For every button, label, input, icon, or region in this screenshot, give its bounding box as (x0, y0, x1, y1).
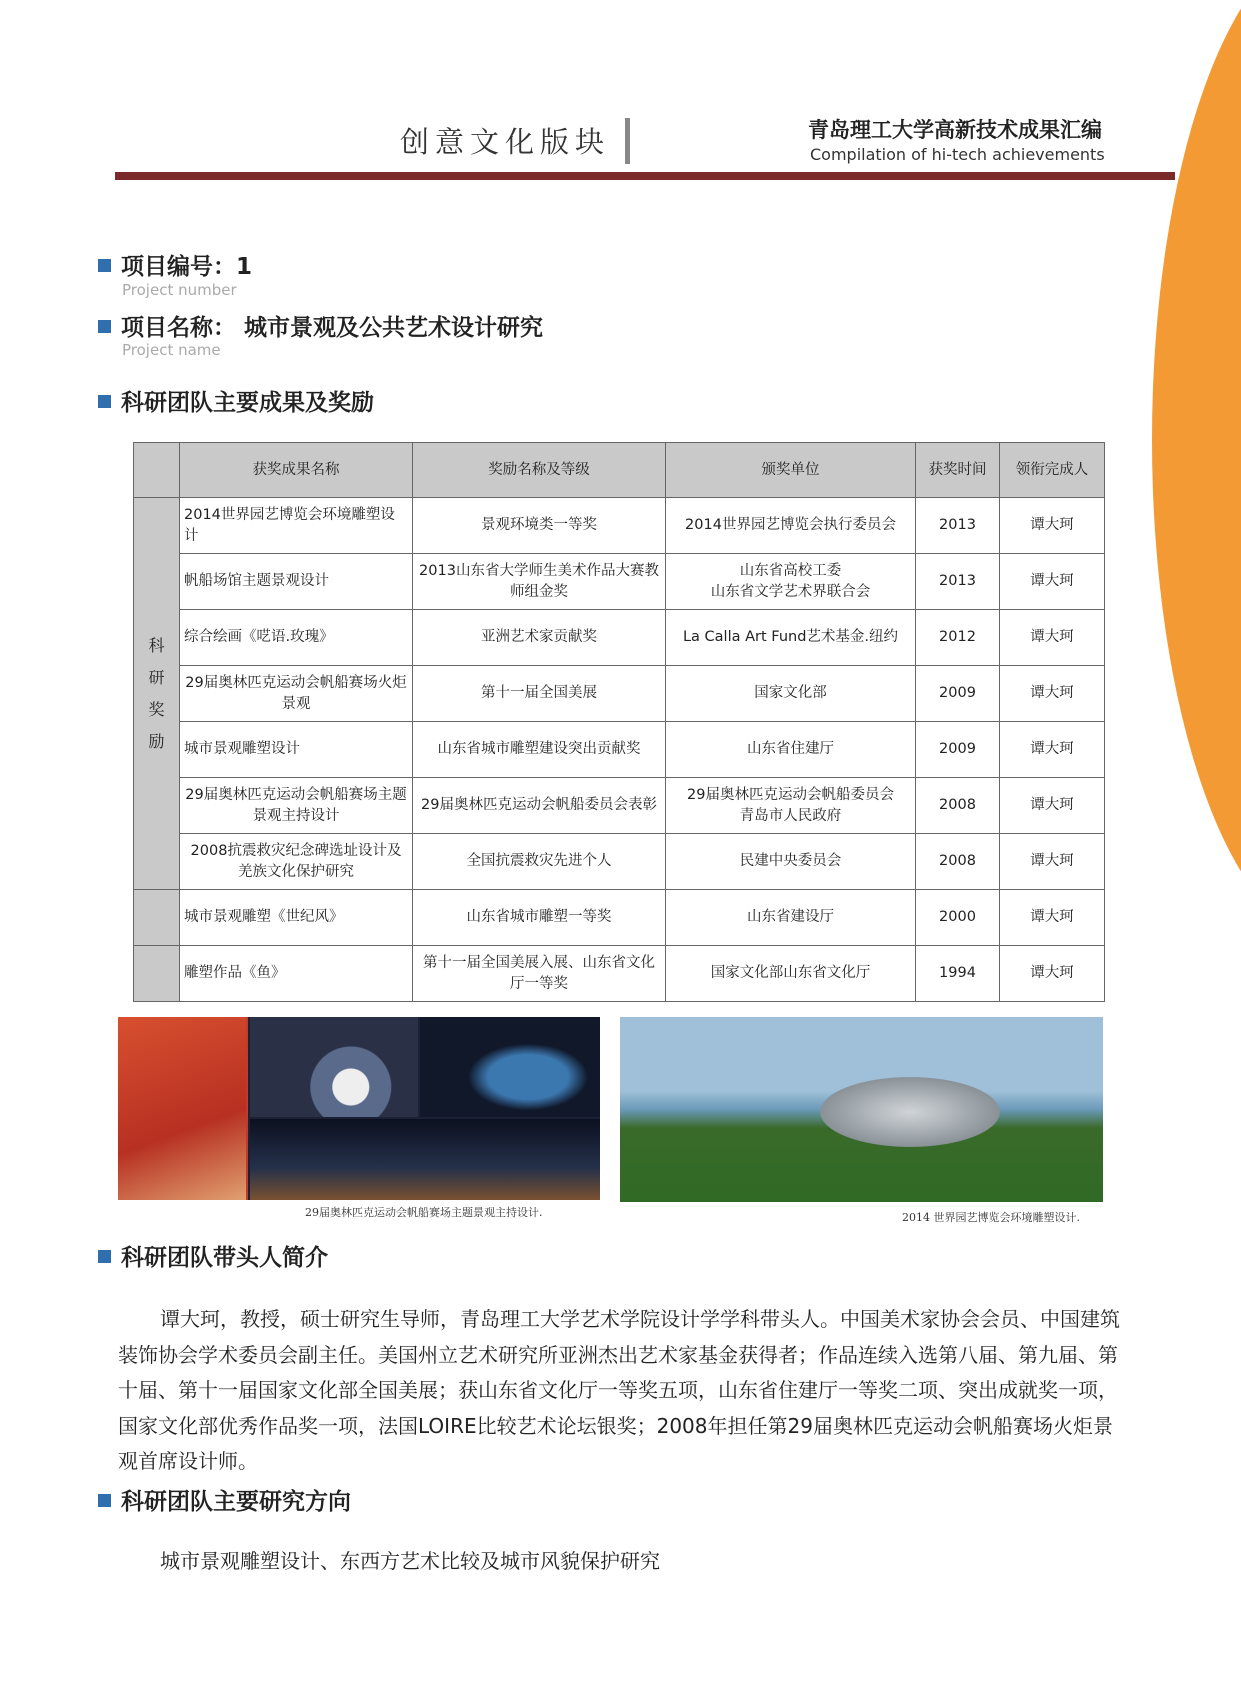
column-header: 领衔完成人 (1000, 443, 1105, 498)
orange-decoration (1152, 0, 1241, 940)
table-cell: 2008 (916, 778, 1000, 834)
project-name-heading: 项目名称： 城市景观及公共艺术设计研究 (98, 309, 543, 342)
table-row (134, 498, 1105, 554)
table-cell: 2008抗震救灾纪念碑选址设计及羌族文化保护研究 (180, 834, 413, 890)
table-cell: 2009 (916, 722, 1000, 778)
sculpture-image (820, 1077, 1000, 1147)
table-cell: 29届奥林匹克运动会帆船赛场主题景观主持设计 (180, 778, 413, 834)
table-cell: 2000 (916, 890, 1000, 946)
table-cell: 山东省住建厅 (666, 722, 916, 778)
table-cell: 谭大珂 (1000, 498, 1105, 554)
table-cell: 山东省高校工委 山东省文学艺术界联合会 (666, 554, 916, 610)
table-cell: 2013 (916, 554, 1000, 610)
table-cell: 2009 (916, 666, 1000, 722)
table-row (134, 890, 1105, 946)
publication-title-cn: 青岛理工大学高新技术成果汇编 (808, 118, 1102, 142)
category-cell (134, 890, 180, 946)
column-header: 颁奖单位 (666, 443, 916, 498)
table-cell: 城市景观雕塑设计 (180, 722, 413, 778)
project-name-en: Project name (122, 341, 221, 359)
bullet-square-icon (98, 259, 111, 272)
table-cell: La Calla Art Fund艺术基金.纽约 (666, 610, 916, 666)
table-cell: 29届奥林匹克运动会帆船赛场火炬景观 (180, 666, 413, 722)
research-direction: 城市景观雕塑设计、东西方艺术比较及城市风貌保护研究 (160, 1549, 660, 1573)
project-number-heading: 项目编号：1 (98, 248, 252, 281)
right-photo-caption: 2014 世界园艺博览会环境雕塑设计. (902, 1211, 1080, 1224)
table-cell: 国家文化部 (666, 666, 916, 722)
bullet-square-icon (98, 1250, 111, 1263)
table-cell: 民建中央委员会 (666, 834, 916, 890)
dolphin-sculpture-photo (620, 1017, 1103, 1202)
table-cell: 雕塑作品《鱼》 (180, 946, 413, 1002)
sailing-venue-design-photo (118, 1017, 600, 1200)
table-row (134, 778, 1105, 834)
table-cell: 第十一届全国美展 (413, 666, 666, 722)
table-cell: 景观环境类一等奖 (413, 498, 666, 554)
poster-image (118, 1017, 246, 1200)
table-cell: 1994 (916, 946, 1000, 1002)
table-cell: 山东省建设厅 (666, 890, 916, 946)
venue-elevation-image (250, 1119, 600, 1200)
table-cell: 谭大珂 (1000, 778, 1105, 834)
table-cell: 谭大珂 (1000, 666, 1105, 722)
table-row (134, 666, 1105, 722)
table-cell: 亚洲艺术家贡献奖 (413, 610, 666, 666)
table-cell: 城市景观雕塑《世纪风》 (180, 890, 413, 946)
table-cell: 2008 (916, 834, 1000, 890)
category-cell (134, 498, 180, 890)
left-photo-caption: 29届奥林匹克运动会帆船赛场主题景观主持设计. (305, 1206, 543, 1219)
bullet-square-icon (98, 395, 111, 408)
table-cell: 谭大珂 (1000, 890, 1105, 946)
publication-title-en: Compilation of hi-tech achievements (810, 145, 1105, 164)
table-cell: 29届奥林匹克运动会帆船委员会 青岛市人民政府 (666, 778, 916, 834)
table-row (134, 834, 1105, 890)
header-rule (115, 172, 1175, 180)
table-cell: 谭大珂 (1000, 834, 1105, 890)
harbor-night-image (420, 1017, 600, 1117)
column-header: 获奖成果名称 (180, 443, 413, 498)
table-cell: 全国抗震救灾先进个人 (413, 834, 666, 890)
header-divider (625, 118, 630, 164)
column-header: 奖励名称及等级 (413, 443, 666, 498)
table-row (134, 610, 1105, 666)
table-cell: 帆船场馆主题景观设计 (180, 554, 413, 610)
category-cell (134, 946, 180, 1002)
table-cell: 谭大珂 (1000, 554, 1105, 610)
section-title: 创意文化版块 (400, 125, 611, 159)
table-row (134, 554, 1105, 610)
table-cell: 2012 (916, 610, 1000, 666)
table-cell: 谭大珂 (1000, 722, 1105, 778)
bullet-square-icon (98, 1494, 111, 1507)
table-cell: 2013山东省大学师生美术作品大赛教师组金奖 (413, 554, 666, 610)
table-cell: 谭大珂 (1000, 946, 1105, 1002)
column-header: 获奖时间 (916, 443, 1000, 498)
table-row (134, 946, 1105, 1002)
project-number-en: Project number (122, 281, 237, 299)
table-cell: 2014世界园艺博览会环境雕塑设计 (180, 498, 413, 554)
sculpture-render-image (250, 1017, 418, 1117)
table-cell: 山东省城市雕塑建设突出贡献奖 (413, 722, 666, 778)
table-cell: 2014世界园艺博览会执行委员会 (666, 498, 916, 554)
table-cell: 29届奥林匹克运动会帆船委员会表彰 (413, 778, 666, 834)
direction-heading: 科研团队主要研究方向 (98, 1483, 351, 1516)
table-cell: 2013 (916, 498, 1000, 554)
leader-heading: 科研团队带头人简介 (98, 1239, 328, 1272)
table-cell: 综合绘画《呓语.玫瑰》 (180, 610, 413, 666)
category-label: 科 研 奖 励 (148, 635, 165, 751)
awards-heading: 科研团队主要成果及奖励 (98, 384, 374, 417)
table-cell: 山东省城市雕塑一等奖 (413, 890, 666, 946)
table-row (134, 722, 1105, 778)
table-header-row (134, 443, 1105, 498)
bullet-square-icon (98, 320, 111, 333)
table-cell: 谭大珂 (1000, 610, 1105, 666)
leader-bio: 谭大珂，教授，硕士研究生导师，青岛理工大学艺术学院设计学学科带头人。中国美术家协会会员、中国建筑装饰协会学术委员会副主任。美国州立艺术研究所亚洲杰出艺术家基金获得者；作品连续入选第八届、第九届、第十届、第十一届国家文化部全国美展；获山东省文化厅一等奖五项，山东省住建厅一等奖二项、突出成就奖一项，国家文化部优秀作品奖一项，法国LOIRE比较艺术论坛银奖；2008年担任第29届奥林匹克运动会帆船赛场火炬景观首席设计师。 (118, 1307, 1120, 1473)
awards-table (133, 442, 1105, 1002)
table-cell: 国家文化部山东省文化厅 (666, 946, 916, 1002)
table-cell: 第十一届全国美展入展、山东省文化厅一等奖 (413, 946, 666, 1002)
